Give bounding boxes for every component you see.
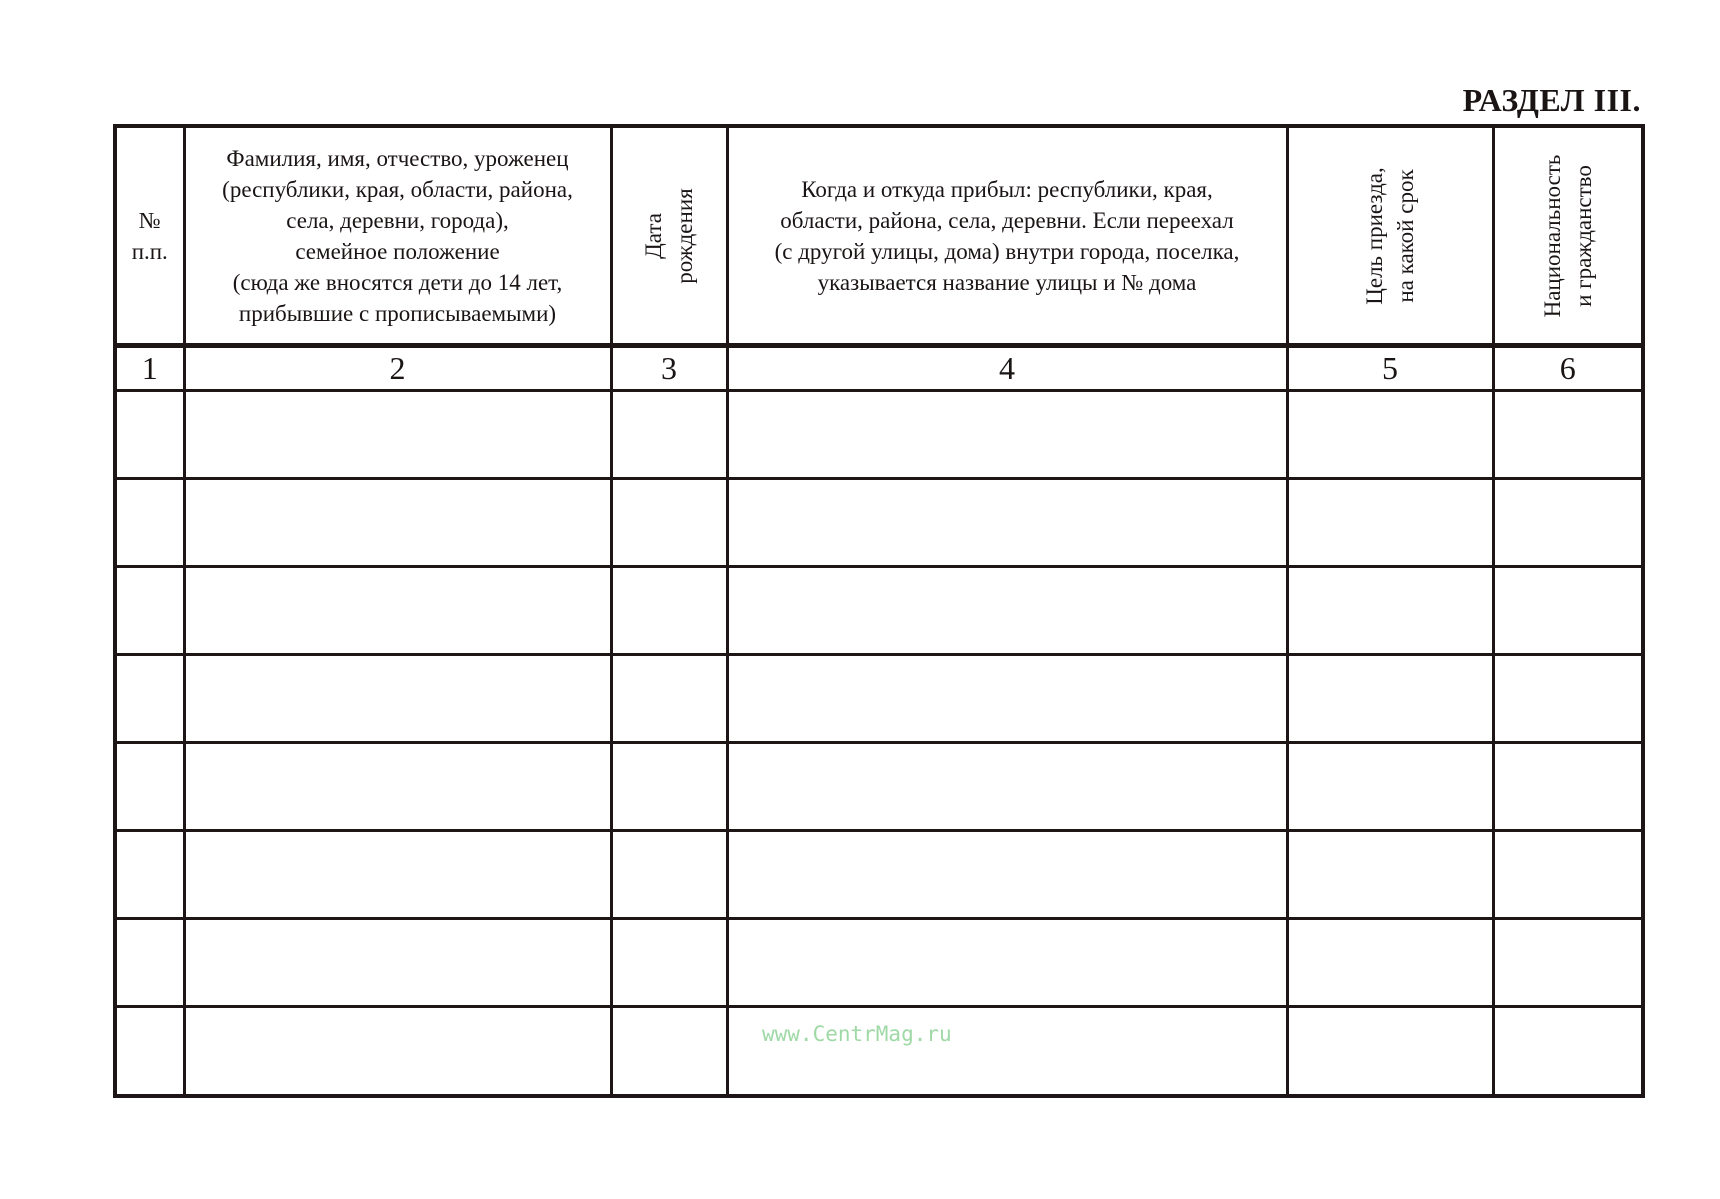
entry-cell[interactable] <box>611 655 727 743</box>
entry-cell[interactable] <box>184 479 611 567</box>
header-col-arrival <box>727 126 1287 346</box>
column-number: 5 <box>1287 346 1493 391</box>
entry-cell[interactable] <box>1287 391 1493 479</box>
entry-cell[interactable] <box>727 1007 1287 1097</box>
section-title: РАЗДЕЛ III. <box>1462 82 1641 118</box>
entry-cell[interactable] <box>611 391 727 479</box>
entry-cell[interactable] <box>115 567 184 655</box>
table-row <box>115 743 1643 831</box>
entry-cell[interactable] <box>115 919 184 1007</box>
entry-cell[interactable] <box>1287 919 1493 1007</box>
header-line: Дата <box>641 212 666 259</box>
entry-cell[interactable] <box>184 567 611 655</box>
entry-cell[interactable] <box>1493 1007 1643 1097</box>
entry-cell[interactable] <box>115 391 184 479</box>
table-row <box>115 567 1643 655</box>
entry-cell[interactable] <box>1287 831 1493 919</box>
entry-cell[interactable] <box>611 1007 727 1097</box>
entry-cell[interactable] <box>184 1007 611 1097</box>
entry-cell[interactable] <box>727 567 1287 655</box>
entry-cell[interactable] <box>611 831 727 919</box>
header-line: Фамилия, имя, отчество, уроженец <box>226 145 569 171</box>
header-line: области, района, села, деревни. Если переехал <box>780 207 1234 233</box>
header-line: на какой срок <box>1393 168 1418 303</box>
entry-cell[interactable] <box>1287 655 1493 743</box>
entry-cell[interactable] <box>115 655 184 743</box>
entry-cell[interactable] <box>611 567 727 655</box>
entry-cell[interactable] <box>611 743 727 831</box>
entry-cell[interactable] <box>184 743 611 831</box>
table-row <box>115 831 1643 919</box>
header-row <box>115 126 1643 346</box>
entry-cell[interactable] <box>1493 567 1643 655</box>
header-line: рождения <box>672 187 697 284</box>
column-number: 2 <box>184 346 611 391</box>
header-col-number <box>115 126 184 346</box>
header-col-nationality <box>1493 126 1643 346</box>
entry-cell[interactable] <box>184 655 611 743</box>
entry-cell[interactable] <box>727 391 1287 479</box>
entry-cell[interactable] <box>1493 743 1643 831</box>
entry-cell[interactable] <box>1287 479 1493 567</box>
registration-table <box>113 124 1645 1098</box>
entry-cell[interactable] <box>727 479 1287 567</box>
header-col-purpose <box>1287 126 1493 346</box>
watermark: www.CentrMag.ru <box>762 1022 952 1046</box>
entry-cell[interactable] <box>1287 1007 1493 1097</box>
header-line: (сюда же вносятся дети до 14 лет, <box>232 269 563 295</box>
table-row <box>115 479 1643 567</box>
entry-cell[interactable] <box>727 655 1287 743</box>
table-row <box>115 919 1643 1007</box>
table-row <box>115 1007 1643 1097</box>
entry-cell[interactable] <box>727 831 1287 919</box>
column-number: 6 <box>1493 346 1643 391</box>
entry-cell[interactable] <box>184 831 611 919</box>
column-number: 4 <box>727 346 1287 391</box>
header-line: п.п. <box>131 238 168 264</box>
entry-cell[interactable] <box>115 479 184 567</box>
entry-cell[interactable] <box>115 831 184 919</box>
column-number: 3 <box>611 346 727 391</box>
entry-cell[interactable] <box>184 391 611 479</box>
header-line: № <box>138 207 161 233</box>
entry-cell[interactable] <box>1493 479 1643 567</box>
entry-cell[interactable] <box>1287 743 1493 831</box>
entry-cell[interactable] <box>611 479 727 567</box>
entry-cell[interactable] <box>1287 567 1493 655</box>
entry-cell[interactable] <box>611 919 727 1007</box>
header-col-birth-date <box>611 126 727 346</box>
table-row <box>115 391 1643 479</box>
header-line: и гражданство <box>1570 164 1596 307</box>
header-col-full-name <box>184 126 611 346</box>
header-line: семейное положение <box>295 238 500 264</box>
header-line: (республики, края, области, района, <box>222 176 573 202</box>
header-line: села, деревни, города), <box>286 207 509 233</box>
entry-cell[interactable] <box>727 919 1287 1007</box>
column-number-row <box>115 346 1643 391</box>
entry-cell[interactable] <box>184 919 611 1007</box>
header-line: Когда и откуда прибыл: республики, края, <box>801 176 1213 202</box>
entry-cell[interactable] <box>1493 655 1643 743</box>
header-line: Цель приезда, <box>1362 166 1387 305</box>
header-line: указывается название улицы и № дома <box>817 269 1197 295</box>
column-number: 1 <box>115 346 184 391</box>
entry-cell[interactable] <box>727 743 1287 831</box>
header-line: (с другой улицы, дома) внутри города, поселка, <box>774 238 1240 264</box>
entry-cell[interactable] <box>1493 391 1643 479</box>
header-line: Национальность <box>1539 154 1565 317</box>
entry-cell[interactable] <box>115 1007 184 1097</box>
table-row <box>115 655 1643 743</box>
entry-cell[interactable] <box>115 743 184 831</box>
entry-cell[interactable] <box>1493 919 1643 1007</box>
header-line: прибывшие с прописываемыми) <box>238 300 557 326</box>
entry-cell[interactable] <box>1493 831 1643 919</box>
